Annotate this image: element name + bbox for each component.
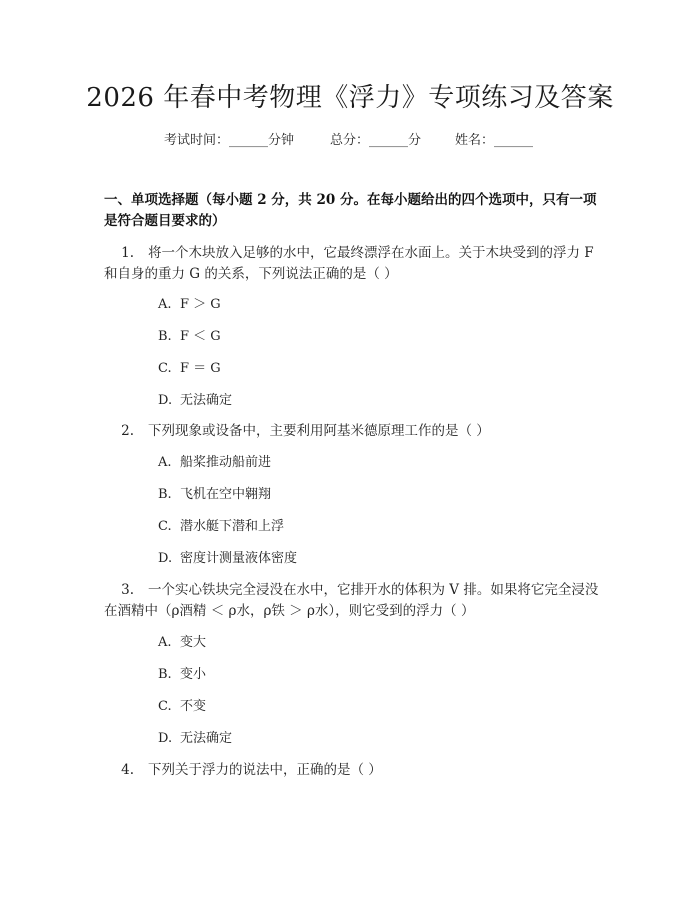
- exam-time-field: 考试时间：______分钟: [164, 133, 295, 148]
- option-letter: C.: [158, 699, 172, 714]
- option-letter: D.: [158, 551, 173, 566]
- option-text: F ＜ G: [180, 329, 221, 344]
- option-text: 不变: [180, 699, 207, 714]
- option-text: 无法确定: [180, 731, 233, 746]
- question-text: 下列关于浮力的说法中，正确的是（ ）: [148, 762, 382, 778]
- option-text: F ＝ G: [180, 361, 221, 376]
- option: [158, 486, 271, 504]
- option-letter: D.: [158, 731, 173, 746]
- question-number: 2.: [121, 423, 134, 439]
- option-text: F ＞ G: [180, 297, 221, 312]
- option-letter: D.: [158, 393, 173, 408]
- option: [158, 730, 232, 748]
- option-letter: C.: [158, 519, 172, 534]
- option-letter: B.: [158, 329, 172, 344]
- option: [158, 454, 271, 472]
- question-number: 4.: [121, 762, 134, 778]
- document-title: 2026 年春中考物理《浮力》专项练习及答案: [86, 83, 614, 113]
- question: [104, 760, 604, 781]
- exam-meta-line: [0, 131, 700, 151]
- option: [158, 666, 206, 684]
- option: [158, 518, 284, 536]
- question: [104, 243, 604, 285]
- option: [158, 296, 221, 314]
- total-score-field: 总分：______分: [330, 133, 422, 148]
- question-number: 3.: [121, 582, 134, 598]
- question-text: 一个实心铁块完全浸没在水中，它排开水的体积为 V 排。如果将它完全浸没在酒精中（ρ酒精 ＜ ρ水，ρ铁 ＞ ρ水），则它受到的浮力（ ）: [104, 582, 599, 619]
- question-text: 将一个木块放入足够的水中，它最终漂浮在水面上。关于木块受到的浮力 F 和自身的重力 G 的关系，下列说法正确的是（ ）: [104, 245, 594, 282]
- option-letter: A.: [158, 455, 172, 470]
- option-text: 变小: [180, 667, 207, 682]
- option: [158, 360, 221, 378]
- option-text: 船桨推动船前进: [180, 455, 272, 470]
- option-text: 密度计测量液体密度: [180, 551, 298, 566]
- option: [158, 634, 206, 652]
- option-letter: A.: [158, 635, 172, 650]
- student-name-field: 姓名：______: [455, 133, 534, 148]
- question: [104, 580, 604, 622]
- question: [104, 421, 604, 442]
- option-text: 变大: [180, 635, 207, 650]
- option: [158, 550, 297, 568]
- question-number: 1.: [121, 245, 134, 261]
- option: [158, 328, 221, 346]
- option-letter: B.: [158, 487, 172, 502]
- option-text: 无法确定: [180, 393, 233, 408]
- option-text: 飞机在空中翱翔: [180, 487, 272, 502]
- option-letter: A.: [158, 297, 172, 312]
- option-letter: B.: [158, 667, 172, 682]
- option-text: 潜水艇下潜和上浮: [180, 519, 285, 534]
- option: [158, 698, 206, 716]
- option: [158, 392, 232, 410]
- question-text: 下列现象或设备中，主要利用阿基米德原理工作的是（ ）: [148, 423, 490, 439]
- section-heading: 一、单项选择题（每小题 2 分，共 20 分。在每小题给出的四个选项中，只有一项是符合题目要求的）: [104, 192, 597, 229]
- option-letter: C.: [158, 361, 172, 376]
